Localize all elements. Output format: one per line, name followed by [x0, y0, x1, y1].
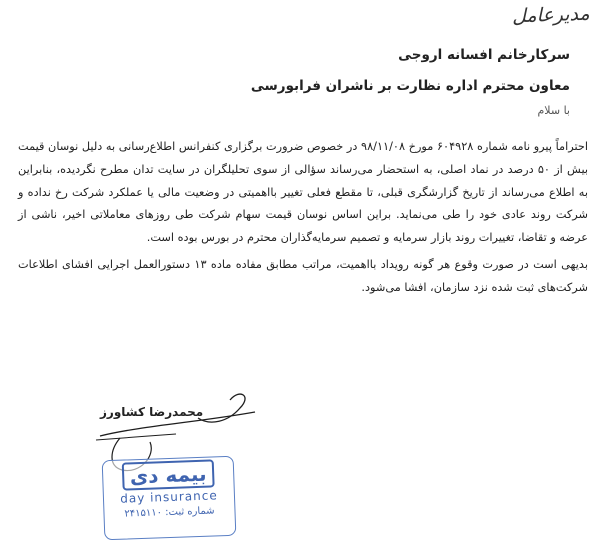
stamp-registration-number: شماره ثبت: ۲۴۱۵۱۱۰: [124, 505, 215, 520]
recipient-title: معاون محترم اداره نظارت بر ناشران فرابورسی: [250, 78, 570, 94]
stamp-english-name: day insurance: [119, 488, 218, 506]
signer-name: محمدرضا کشاورز: [100, 405, 204, 419]
stamp-logo: بیمه دی: [103, 459, 234, 492]
body-paragraph-2: بدیهی است در صورت وقوع هر گونه رویداد بااهمیت، مراتب مطابق مفاده ماده ۱۳ دستورالعمل اجرایی افشای اطلاعات شرکت‌های ثبت شده نزد سازمان، افشا می‌شود.: [18, 257, 588, 294]
recipient-name: سرکارخانم افسانه اروجی: [398, 47, 570, 63]
greeting: با سلام: [537, 104, 570, 117]
handwritten-title: مدیرعامل: [512, 2, 591, 28]
company-stamp: [102, 456, 237, 541]
letter-body: [18, 136, 588, 300]
body-paragraph-1: احتراماً پیرو نامه شماره ۶۰۴۹۲۸ مورخ ۹۸/۱۱/۰۸ در خصوص ضرورت برگزاری کنفرانس اطلاع‌رسانی به دلیل نوسان قیمت بیش از ۵۰ درصد در نماد اصلی، به استحضار می‌رساند سؤالی از سوی تحلیلگران در سایت تدان مطرح نگردیده، بنابراین به اطلاع می‌رساند از تاریخ گزارشگری قبلی، تا مقطع فعلی تغییر بااهمیتی در وضعیت مالی یا عملکرد شرکت رخ نداده و شرکت روند عادی خود را طی می‌نماید. براین اساس نوسان قیمت سهام شرکت طی روزهای معاملاتی اخیر، ناشی از عرضه و تقاضا، تغییرات روند بازار سرمایه و تصمیم سرمایه‌گذاران محترم در بورس بوده است.: [18, 140, 588, 245]
